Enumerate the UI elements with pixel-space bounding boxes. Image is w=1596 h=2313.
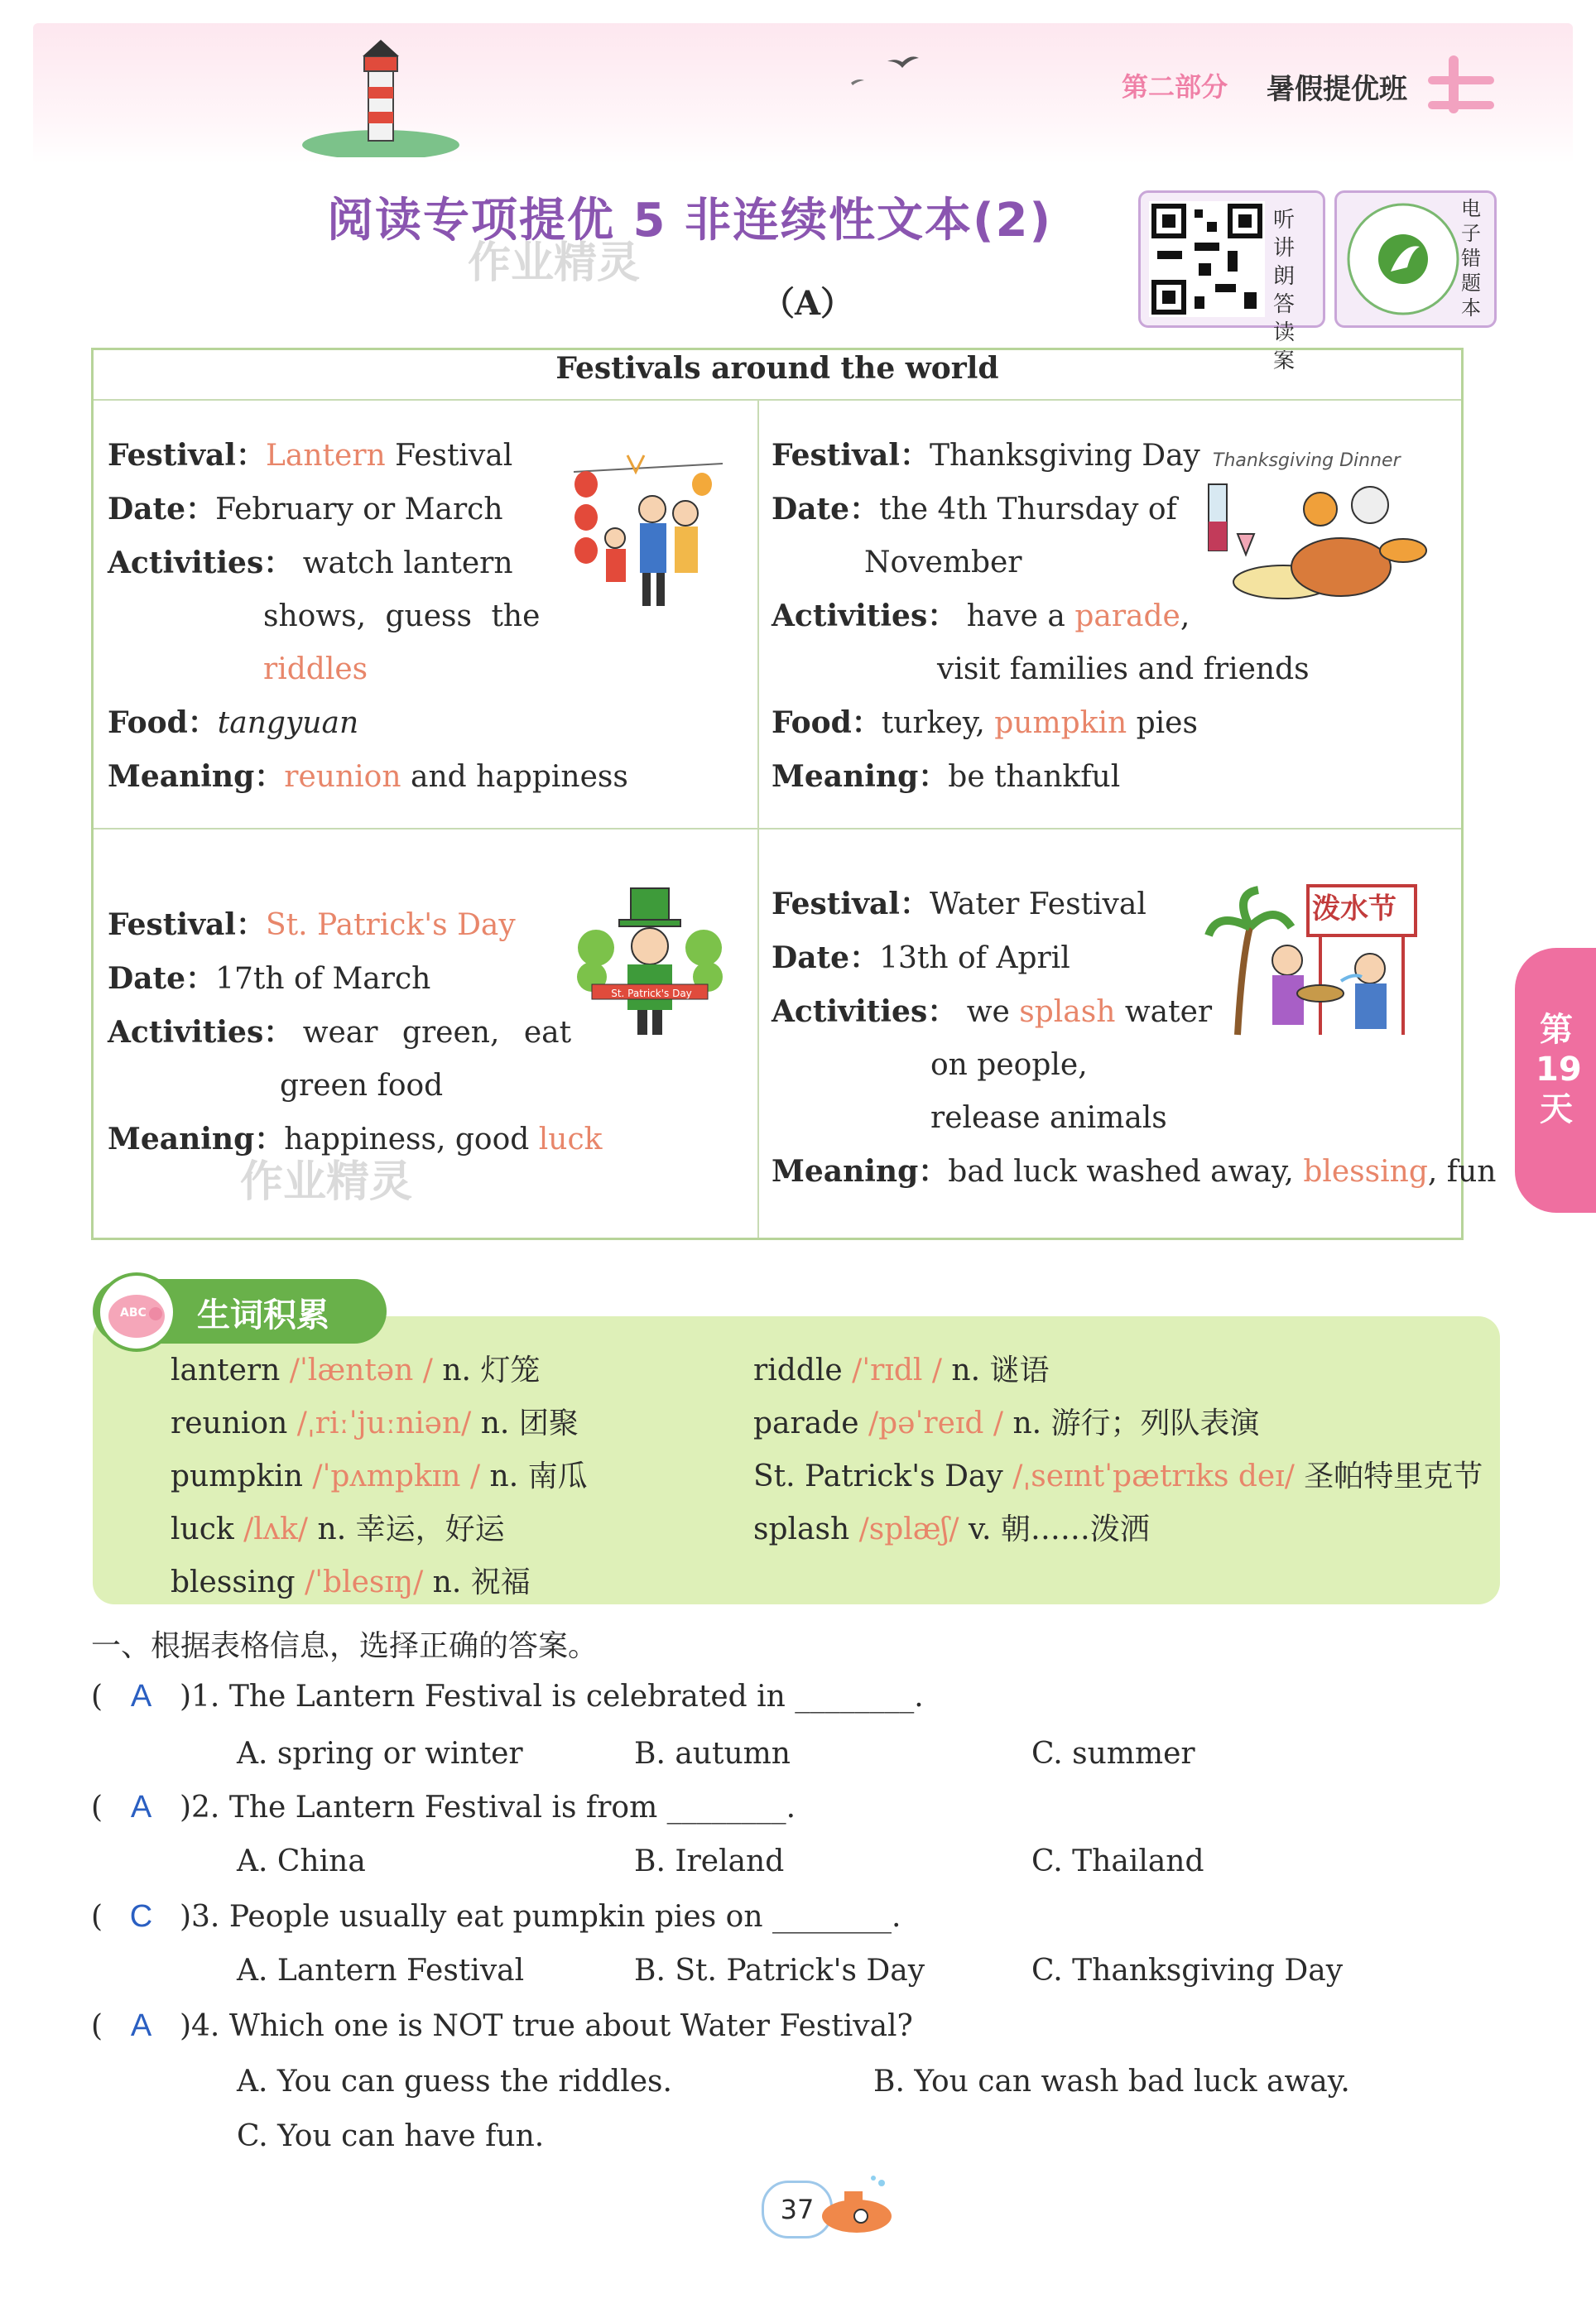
answer-slot[interactable]: A [130,1790,152,1825]
question-4 [91,2008,913,2044]
label: Date： [108,492,216,527]
question-stem: The Lantern Festival is celebrated in ________. [228,1680,924,1714]
vocab-phonetic: /pəˈreɪd / [868,1407,1004,1440]
activity: we [966,995,1020,1029]
activity-rest: water [1115,995,1213,1029]
activity: have a [966,599,1075,633]
question-number: )1. [179,1680,220,1714]
answer-slot[interactable]: A [130,1679,152,1714]
label: Activities： [772,599,958,633]
vocab-definition: 圣帕特里克节 [1294,1459,1483,1493]
option: B. autumn [634,1737,791,1771]
lantern-family-illustration [570,447,727,613]
festival-name-rest: Festival [385,439,513,473]
qr-card-listen[interactable] [1138,190,1325,373]
vocab-phonetic: /ˈrɪdl / [852,1354,942,1387]
option: C. Thanksgiving Day [1031,1954,1344,1988]
paren-open: ( [91,1791,103,1825]
vocab-word: parade [753,1407,859,1440]
vocab-title: 生词积累 [197,1296,329,1334]
vocab-phonetic: /ˌseɪntˈpætrɪks deɪ/ [1012,1459,1295,1493]
vocab-list-left [171,1344,588,1609]
vocab-phonetic: /splæʃ/ [858,1512,959,1546]
meaning-key: blessing [1303,1155,1428,1189]
meaning: be thankful [948,760,1121,794]
mini-program-code-icon [1345,201,1461,317]
option: A. China [237,1844,366,1878]
activity: riddles [263,652,368,686]
meaning-rest: , fun [1427,1155,1497,1189]
meaning-key: luck [538,1123,603,1156]
option: C. summer [1031,1737,1195,1771]
option: C. Thailand [1031,1844,1204,1878]
festival-food: tangyuan [217,706,359,740]
label: Food： [772,705,882,740]
question-number: )3. [179,1900,220,1934]
label: Meaning： [108,759,285,794]
vocab-phonetic: /ˈblesɪŋ/ [305,1565,424,1599]
page-subtitle: （A） [762,284,854,323]
festival-date: November [864,546,1022,579]
watermark: 作业精灵 [468,238,641,288]
qr-label-wrongbook: 电子错题本 [1461,197,1481,320]
vocab-definition: n. 谜语 [941,1354,1050,1387]
vocab-definition: n. 南瓜 [480,1459,588,1493]
meaning-rest: and happiness [401,760,628,794]
cell-lantern [108,429,628,804]
thanksgiving-sign: Thanksgiving Dinner [1213,450,1401,471]
vocab-phonetic: /ˈlæntən / [289,1354,433,1387]
vocab-word: splash [753,1512,850,1546]
meaning: reunion [284,760,401,794]
paren-open: ( [91,1900,103,1934]
submarine-icon [815,2173,898,2239]
label: Activities： [108,1015,294,1050]
divider [94,399,1461,401]
punct: , [1180,599,1190,633]
lighthouse-icon [298,33,464,157]
st-patrick-illustration [571,882,728,1039]
festival-food: turkey, [881,706,995,740]
label: Food： [108,705,218,740]
question-number: )2. [179,1791,220,1825]
option: B. You can wash bad luck away. [873,2065,1350,2099]
label: Meaning： [772,759,949,794]
activity-key: parade [1074,599,1180,633]
meaning: happiness, good [284,1123,539,1156]
vocab-word: pumpkin [171,1459,303,1493]
question-3 [91,1899,901,1935]
vocab-phonetic: /ˈpʌmpkɪn / [312,1459,481,1493]
page-title: 阅读专项提优 5 非连续性文本(2) [327,194,1053,248]
question-1 [91,1679,924,1714]
thanksgiving-dinner-illustration [1192,476,1432,608]
question-stem: Which one is NOT true about Water Festival? [228,2009,913,2043]
vocab-definition: n. 灯笼 [432,1354,541,1387]
page-number: 37 [762,2181,833,2238]
vocab-word: riddle [753,1354,843,1387]
book-logo-icon [1424,51,1498,118]
vocab-phonetic: /ˌriːˈjuːniən/ [296,1407,472,1440]
vocab-item [171,1344,588,1397]
vocab-word: blessing [171,1565,296,1599]
option: B. St. Patrick's Day [634,1954,925,1988]
festival-date: the 4th Thursday of [879,493,1177,527]
cell-st-patrick [108,898,602,1166]
bird-icon [844,46,960,95]
festival-food-key: pumpkin [994,706,1127,740]
activity: watch lantern [302,546,513,580]
section-title: 一、根据表格信息，选择正确的答案。 [91,1629,598,1663]
activity: on people, [930,1048,1088,1082]
divider [94,828,1461,830]
paren-open: ( [91,2009,103,2043]
divider [757,399,759,1238]
activity: release animals [930,1101,1167,1135]
part-label: 第二部分 [1122,71,1228,103]
label: Date： [772,492,880,527]
label: Festival： [772,887,930,921]
label: Meaning： [108,1122,285,1156]
vocab-item [753,1450,1483,1503]
watermark: 作业精灵 [240,1157,413,1207]
vocab-definition: n. 团聚 [471,1407,579,1440]
vocab-item [171,1503,588,1556]
festival-name: St. Patrick's Day [266,908,516,942]
activity: wear green, eat [302,1016,572,1050]
label: Date： [772,940,880,975]
festival-name: Water Festival [930,887,1147,921]
label: Festival： [108,907,266,942]
paren-open: ( [91,1680,103,1714]
vocab-item [753,1344,1483,1397]
label: Festival： [772,438,930,473]
answer-slot[interactable]: A [130,2008,152,2043]
vocab-definition: v. 朝……泼洒 [959,1512,1150,1546]
vocab-word: St. Patrick's Day [753,1459,1003,1493]
vocab-definition: n. 幸运，好运 [308,1512,505,1546]
festival-name: Lantern [266,439,386,473]
label: Activities： [772,994,958,1029]
festival-date: 13th of April [879,941,1070,975]
option: A. You can guess the riddles. [237,2065,672,2099]
vocab-definition: n. 祝福 [423,1565,531,1599]
vocab-list-right [753,1344,1483,1556]
qr-card-wrongbook[interactable] [1334,190,1497,328]
question-number: )4. [179,2009,220,2043]
option: B. Ireland [634,1844,785,1878]
book-label: 暑假提优班 [1267,73,1407,106]
label: Meaning： [772,1154,949,1189]
festival-name: Thanksgiving Day [930,439,1200,473]
festival-food-rest: pies [1127,706,1198,740]
festival-date: 17th of March [215,962,431,996]
vocab-item [753,1503,1483,1556]
answer-slot[interactable]: C [129,1899,153,1934]
label: Activities： [108,546,294,580]
label: Date： [108,961,216,996]
activity: visit families and friends [937,652,1310,686]
qr-code-icon [1149,201,1265,317]
vocab-word: reunion [171,1407,288,1440]
activity: shows, guess the [263,599,541,633]
vocab-definition: n. 游行；列队表演 [1003,1407,1260,1440]
vocab-item [171,1556,588,1609]
day-side-tab-label: 第19天 [1536,1011,1582,1128]
option: A. spring or winter [237,1737,523,1771]
water-festival-sign: 泼水节 [1312,892,1396,926]
table-caption: Festivals around the world [555,351,999,386]
question-2 [91,1790,796,1825]
option: C. You can have fun. [237,2119,545,2153]
vocab-word: lantern [171,1354,281,1387]
festival-date: February or March [215,493,503,527]
vocab-item [753,1397,1483,1450]
qr-label-listen: 听讲朗答读案 [1273,208,1296,373]
piggy-badge: ABC [120,1306,147,1320]
vocab-word: luck [171,1512,234,1546]
vocab-phonetic: /lʌk/ [243,1512,309,1546]
vocab-item [171,1397,588,1450]
banner-text: St. Patrick's Day [611,988,692,999]
question-stem: People usually eat pumpkin pies on ________. [228,1900,901,1934]
vocab-item [171,1450,588,1503]
question-stem: The Lantern Festival is from ________. [228,1791,796,1825]
option: A. Lantern Festival [237,1954,525,1988]
activity: green food [280,1069,444,1103]
meaning: bad luck washed away, [948,1155,1304,1189]
label: Festival： [108,438,266,473]
activity-key: splash [1019,995,1116,1029]
